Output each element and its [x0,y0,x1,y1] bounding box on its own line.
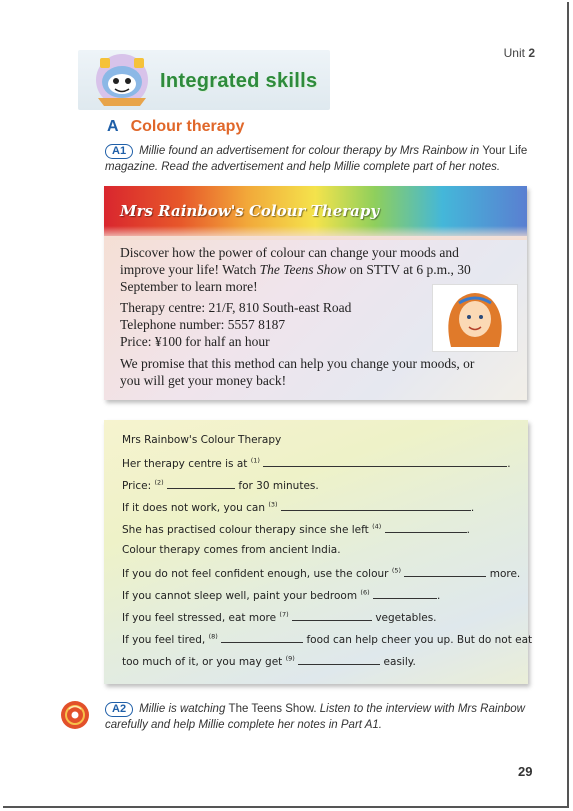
note-line-3: If it does not work, you can $^{(3)}$ . [122,500,475,514]
mascot-icon [86,52,160,108]
ad-phone: Telephone number: 5557 8187 [120,317,286,332]
note-line-7: If you cannot sleep well, paint your bedroom $^{(6)}$ . [122,588,441,602]
note-line-9: If you feel tired, $^{(8)}$ food can help cheer you up. But do not eat [122,632,533,646]
ad-promise: We promise that this method can help you change your moods, or you will get your money back! [120,356,475,388]
blank-5[interactable] [404,566,486,577]
ad-price: Price: ¥100 for half an hour [120,334,270,349]
part-a-heading [107,118,244,136]
blank-1[interactable] [263,456,507,467]
a1-instruction: A1 Millie found an advertisement for colour therapy by Mrs Rainbow in Your Life magazine. Read the advertisement and help Millie complete part of her notes. [105,145,528,173]
unit-label: Unit 2 [503,46,535,60]
ad-band-fade [104,226,527,240]
page-border [3,2,569,808]
girl-illustration-icon [432,284,518,352]
note-line-10: too much of it, or you may get $^{(9)}$ easily. [122,654,416,668]
notes-title: Mrs Rainbow's Colour Therapy [122,434,282,446]
blank-6[interactable] [373,588,437,599]
ad-title: Mrs Rainbow's Colour Therapy [120,202,380,220]
note-line-4: She has practised colour therapy since she left $^{(4)}$ . [122,522,471,536]
blank-2[interactable] [167,478,235,489]
note-line-1: Her therapy centre is at $^{(1)}$ . [122,456,511,470]
part-letter: A [107,118,119,135]
blank-4[interactable] [385,522,467,533]
note-line-8: If you feel stressed, eat more $^{(7)}$ vegetables. [122,610,437,624]
a1-badge: A1 [105,144,133,159]
blank-8[interactable] [221,632,303,643]
ad-intro: Discover how the power of colour can change your moods and improve your life! Watch The Teens Show on STTV at 6 p.m., 30 September to learn more! [120,245,471,294]
part-title: Colour therapy [130,118,245,135]
page-number: 29 [518,764,533,779]
a2-instruction: A2 Millie is watching The Teens Show. Listen to the interview with Mrs Rainbow carefully and help Millie complete her notes in Part A1. [105,703,525,731]
note-line-6: If you do not feel confident enough, use the colour $^{(5)}$ more. [122,566,521,580]
blank-3[interactable] [281,500,471,511]
note-line-2: Price: $^{(2)}$ for 30 minutes. [122,478,319,492]
blank-7[interactable] [292,610,372,621]
section-title: Integrated skills [160,70,318,92]
a2-badge: A2 [105,702,133,717]
note-line-5: Colour therapy comes from ancient India. [122,544,341,556]
blank-9[interactable] [298,654,380,665]
audio-cd-icon[interactable] [60,700,90,730]
ad-centre: Therapy centre: 21/F, 810 South-east Road [120,300,352,315]
